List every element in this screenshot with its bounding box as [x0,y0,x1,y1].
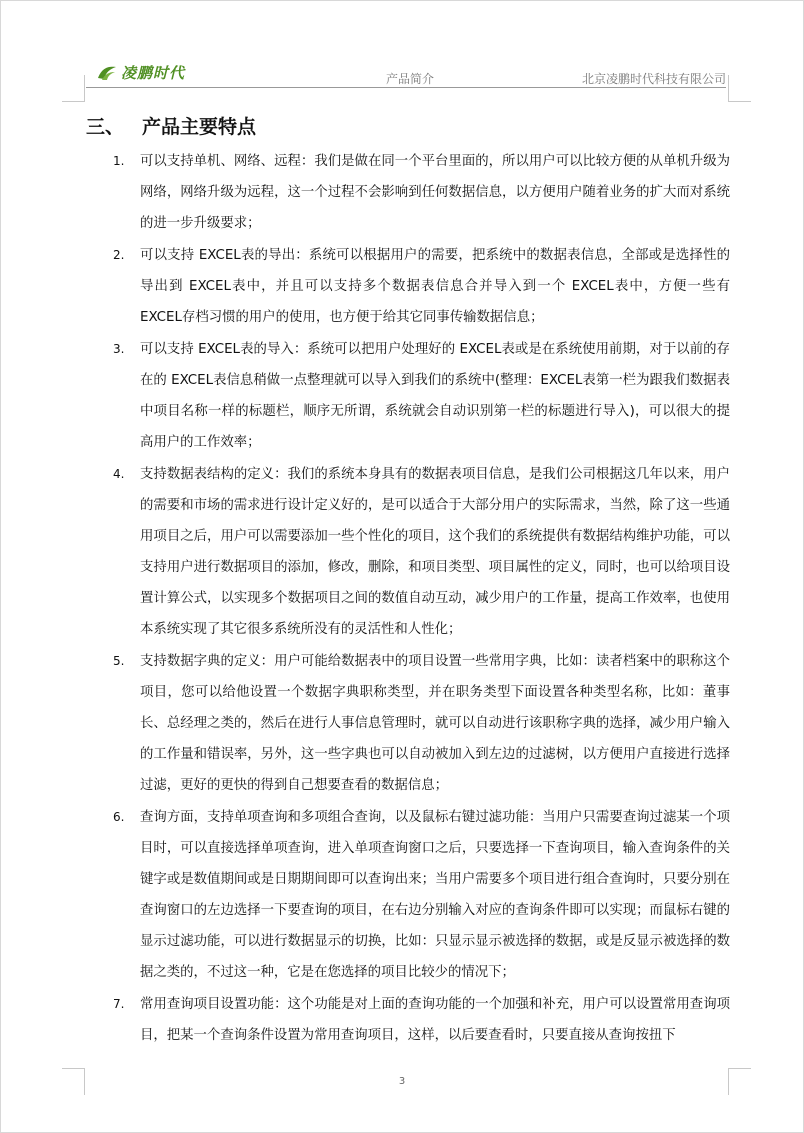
feature-number: 4. [113,467,125,481]
crop-mark-top-right [728,75,751,102]
feature-text: 可以支持 EXCEL表的导入：系统可以把用户处理好的 EXCEL表或是在系统使用前期，对于以前的存在的 EXCEL表信息稍做一点整理就可以导入到我们的系统中(整理：EXCEL表第一栏为跟我们数据表中项目名称一样的标题栏，顺序无所谓，系统就会自动识别第一栏的标题进行导入)，可以很大的提高用户的工作效率； [140,342,730,450]
company-logo [96,62,185,83]
feature-text: 查询方面，支持单项查询和多项组合查询，以及鼠标右键过滤功能：当用户只需要查询过滤某一个项目时，可以直接选择单项查询，进入单项查询窗口之后，只要选择一下查询项目，输入查询条件的关键字或是数值期间或是日期期间即可以查询出来；当用户需要多个项目进行组合查询时，只要分别在查询窗口的左边选择一下要查询的项目，在右边分别输入对应的查询条件即可以实现；而鼠标右键的显示过滤功能，可以进行数据显示的切换，比如：只显示显示被选择的数据，或是反显示被选择的数据之类的，不过这一种，它是在您选择的项目比较少的情况下； [140,810,730,980]
logo-bird-icon [96,64,118,82]
feature-number: 1. [113,154,125,168]
feature-text: 可以支持 EXCEL表的导出：系统可以根据用户的需要，把系统中的数据表信息，全部或是选择性的导出到 EXCEL表中，并且可以支持多个数据表信息合并导入到一个 EXCEL表中，方便一些有 EXCEL存档习惯的用户的使用，也方便于给其它同事传输数据信息； [140,248,730,325]
feature-list [86,146,730,1052]
header-doc-title: 产品简介 [386,72,435,86]
feature-item [86,459,730,645]
section-title: 产品主要特点 [142,116,257,138]
feature-item [86,989,730,1051]
header-company-name: 北京凌鹏时代科技有限公司 [581,72,726,86]
feature-text: 可以支持单机、网络、远程：我们是做在同一个平台里面的，所以用户可以比较方便的从单机升级为网络，网络升级为远程，这一个过程不会影响到任何数据信息，以方便用户随着业务的扩大而对系统的进一步升级要求； [140,154,730,231]
crop-mark-top-left [62,75,85,102]
logo-text: 凌鹏时代 [121,64,186,82]
feature-text: 常用查询项目设置功能：这个功能是对上面的查询功能的一个加强和补充，用户可以设置常用查询项目，把某一个查询条件设置为常用查询项目，这样，以后要查看时，只要直接从查询按扭下 [140,997,730,1043]
feature-number: 5. [113,654,125,668]
page-header [86,58,726,88]
feature-item [86,240,730,333]
page-number: 3 [398,1076,406,1087]
feature-item [86,802,730,988]
feature-item [86,146,730,239]
feature-number: 2. [113,248,125,262]
header-divider [86,87,726,88]
feature-item [86,334,730,458]
section-number: 三、 [86,116,125,138]
feature-number: 3. [113,342,125,356]
feature-text: 支持数据字典的定义：用户可能给数据表中的项目设置一些常用字典，比如：读者档案中的职称这个项目，您可以给他设置一个数据字典职称类型，并在职务类型下面设置各种类型名称，比如：董事长、总经理之类的，然后在进行人事信息管理时，就可以自动进行该职称字典的选择，减少用户输入的工作量和错误率，另外，这一些字典也可以自动被加入到左边的过滤树，以方便用户直接进行选择过滤，更好的更快的得到自己想要查看的数据信息； [140,654,730,793]
feature-number: 7. [113,997,125,1011]
feature-number: 6. [113,810,125,824]
feature-item [86,646,730,801]
feature-text: 支持数据表结构的定义：我们的系统本身具有的数据表项目信息，是我们公司根据这几年以来，用户的需要和市场的需求进行设计定义好的，是可以适合于大部分用户的实际需求，当然，除了这一些通用项目之后，用户可以需要添加一些个性化的项目，这个我们的系统提供有数据结构维护功能，可以支持用户进行数据项目的添加，修改，删除，和项目类型、项目属性的定义，同时，也可以给项目设置计算公式，以实现多个数据项目之间的数值自动互动，减少用户的工作量，提高工作效率，也使用本系统实现了其它很多系统所没有的灵活性和人性化； [140,467,730,637]
section-heading [86,112,256,139]
